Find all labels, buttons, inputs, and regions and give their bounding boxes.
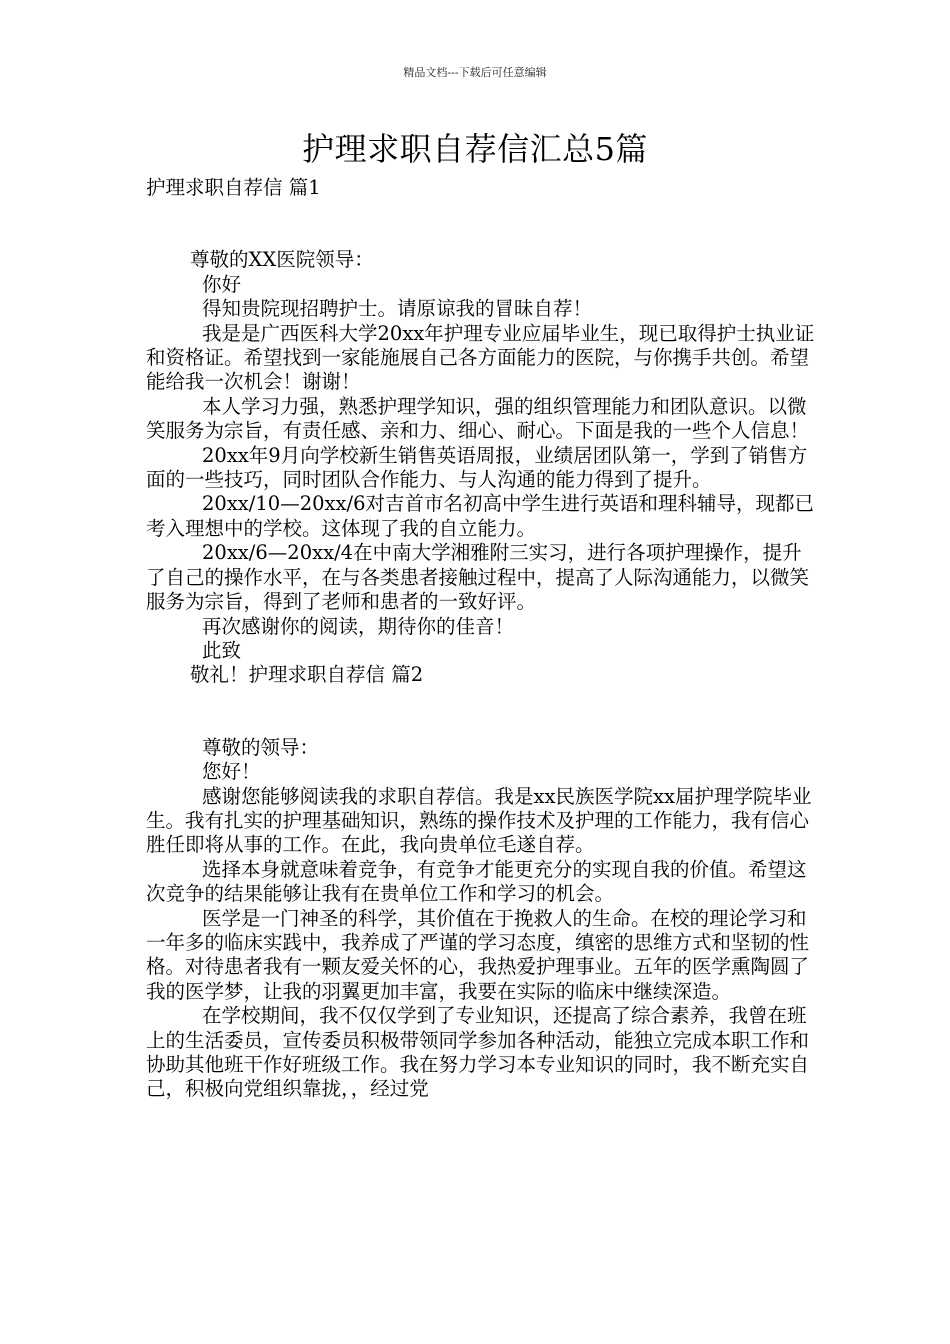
- salutation: 尊敬的XX医院领导：: [190, 248, 374, 272]
- section-heading-1: 护理求职自荐信 篇1: [146, 176, 321, 199]
- paragraph: 在学校期间，我不仅仅学到了专业知识，还提高了综合素养，我曾在班上的生活委员，宣传委员积极带领同学参加各种活动，能独立完成本职工作和协助其他班干作好班级工作。我在努力学习本专业知识的同时，我不断充实自己，积极向党组织靠拢，，经过党: [146, 1004, 810, 1101]
- closing-and-section-heading-2: 敬礼！护理求职自荐信 篇2: [190, 663, 424, 687]
- paragraph: 我是是广西医科大学20xx年护理专业应届毕业生，现已取得护士执业证和资格证。希望找到一家能施展自己各方面能力的医院，与你携手共创。希望能给我一次机会！谢谢！: [146, 321, 815, 394]
- paragraph: 20xx/10—20xx/6对吉首市名初高中学生进行英语和理科辅导，现都已考入理想中的学校。这体现了我的自立能力。: [146, 492, 814, 540]
- paragraph: 本人学习力强，熟悉护理学知识，强的组织管理能力和团队意识。以微笑服务为宗旨，有责任感、亲和力、细心、耐心。下面是我的一些个人信息！: [146, 394, 810, 443]
- paragraph: 感谢您能够阅读我的求职自荐信。我是xx民族医学院xx届护理学院毕业生。我有扎实的护理基础知识，熟练的操作技术及护理的工作能力，我有信心胜任即将从事的工作。在此，我向贵单位毛遂自荐。: [146, 784, 812, 857]
- paragraph: 医学是一门神圣的科学，其价值在于挽救人的生命。在校的理论学习和一年多的临床实践中，我养成了严谨的学习态度，缜密的思维方式和坚韧的性格。对待患者我有一颗友爱关怀的心，我热爱护理事业。五年的医学熏陶圆了我的医学梦，让我的羽翼更加丰富，我要在实际的临床中继续深造。: [146, 906, 810, 1003]
- paragraph: 选择本身就意味着竞争，有竞争才能更充分的实现自我的价值。希望这次竞争的结果能够让我有在贵单位工作和学习的机会。: [146, 857, 807, 906]
- greeting: 你好: [202, 272, 242, 296]
- document-body: [146, 176, 818, 1102]
- paragraph: 20xx年9月向学校新生销售英语周报，业绩居团队第一，学到了销售方面的一些技巧，同时团队合作能力、与人沟通的能力得到了提升。: [146, 443, 808, 492]
- paragraph: 20xx/6—20xx/4在中南大学湘雅附三实习，进行各项护理操作，提升了自己的操作水平，在与各类患者接触过程中，提高了人际沟通能力，以微笑服务为宗旨，得到了老师和患者的一致好评。: [146, 541, 810, 614]
- greeting: 您好！: [202, 760, 261, 784]
- spacer: [146, 688, 818, 736]
- salutation: 尊敬的领导：: [202, 735, 320, 759]
- document-title: 护理求职自荐信汇总5篇: [302, 130, 648, 168]
- paragraph: 再次感谢你的阅读，期待你的佳音！: [202, 614, 515, 638]
- closing: 此致: [202, 638, 242, 662]
- paragraph: 得知贵院现招聘护士。请原谅我的冒昧自荐！: [202, 297, 593, 321]
- spacer: [146, 200, 818, 248]
- header-note: 精品文档---下载后可任意编辑: [403, 66, 547, 79]
